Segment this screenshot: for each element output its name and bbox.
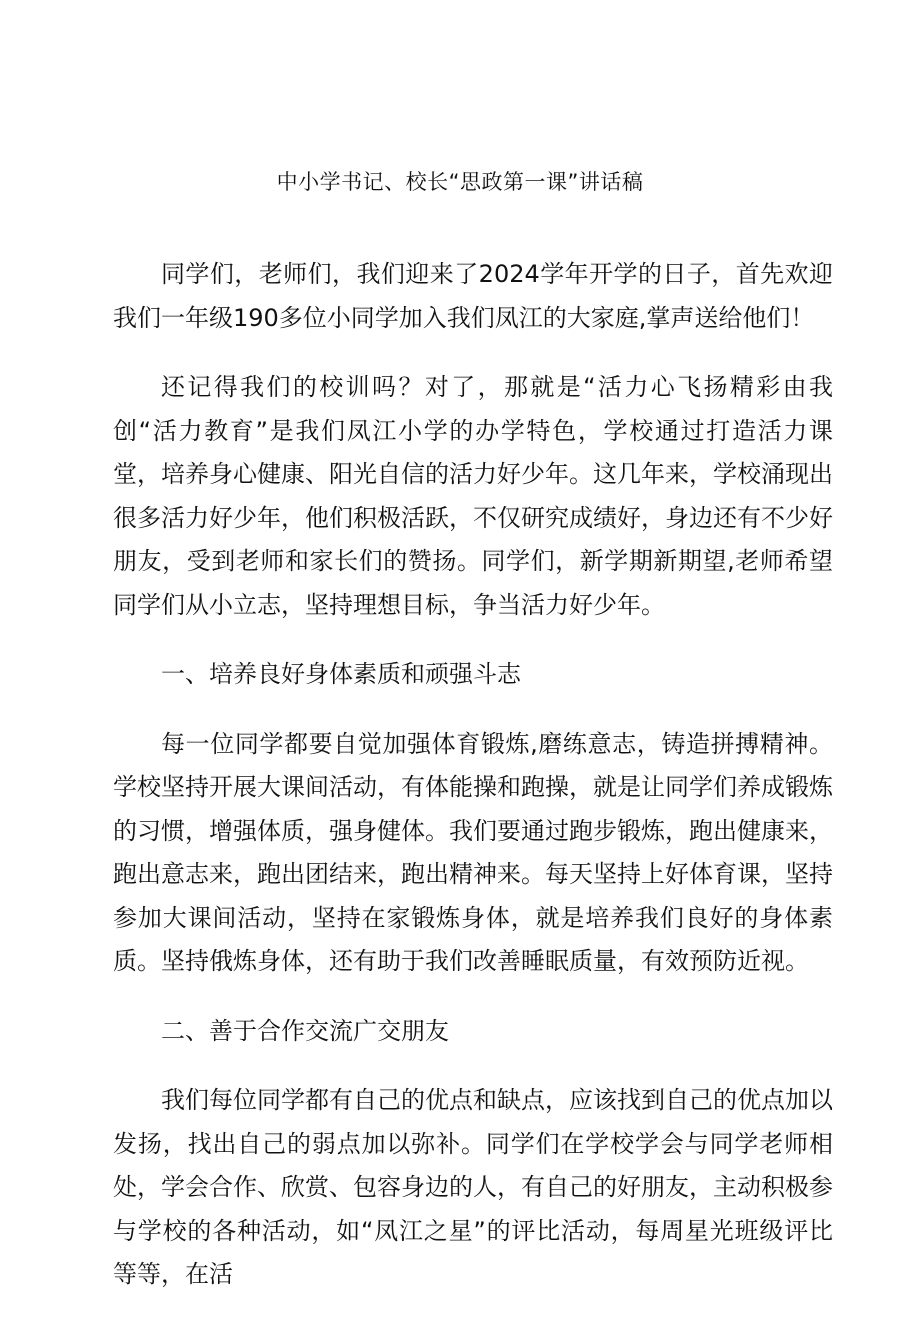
section-heading-physical: 一、培养良好身体素质和顽强斗志 bbox=[161, 660, 521, 688]
section-heading-cooperation: 二、善于合作交流广交朋友 bbox=[161, 1016, 449, 1045]
paragraph-physical-exercise: 每一位同学都要自觉加强体育锻炼,磨练意志，铸造拼搏精神。学校坚持开展大课间活动，有体能操和跑操，就是让同学们养成锻炼的习惯，增强体质，强身健体。我们要通过跑步锻炼，跑出健康来，跑出意志来，跑出团结来，跑出精神来。每天坚持上好体育课，坚持参加大课间活动，坚持在家锻炼身体，就是培养我们良好的身体素质。坚持俄炼身体，还有助于我们改善睡眠质量，有效预防近视。 bbox=[113, 729, 833, 975]
paragraph-cooperation: 我们每位同学都有自己的优点和缺点，应该找到自己的优点加以发扬，找出自己的弱点加以弥补。同学们在学校学会与同学老师相处，学会合作、欣赏、包容身边的人，有自己的好朋友，主动积极参与学校的各种活动，如“凤江之星”的评比活动，每周星光班级评比等等，在活 bbox=[113, 1086, 833, 1288]
paragraph-school-motto: 还记得我们的校训吗？对了，那就是“活力心飞扬精彩由我创“活力教育”是我们凤江小学的办学特色，学校通过打造活力课堂，培养身心健康、阳光自信的活力好少年。这几年来，学校涌现出很多活力好少年，他们积极活跃，不仅研究成绩好，身边还有不少好朋友，受到老师和家长们的赞扬。同学们，新学期新期望,老师希望同学们从小立志，坚持理想目标，争当活力好少年。 bbox=[113, 373, 833, 619]
document-title: 中小学书记、校长“思政第一课”讲话稿 bbox=[276, 170, 644, 194]
paragraph-welcome: 同学们，老师们，我们迎来了2024学年开学的日子，首先欢迎我们一年级190多位小同学加入我们凤江的大家庭,掌声送给他们！ bbox=[113, 260, 833, 332]
document-body bbox=[113, 253, 833, 1323]
